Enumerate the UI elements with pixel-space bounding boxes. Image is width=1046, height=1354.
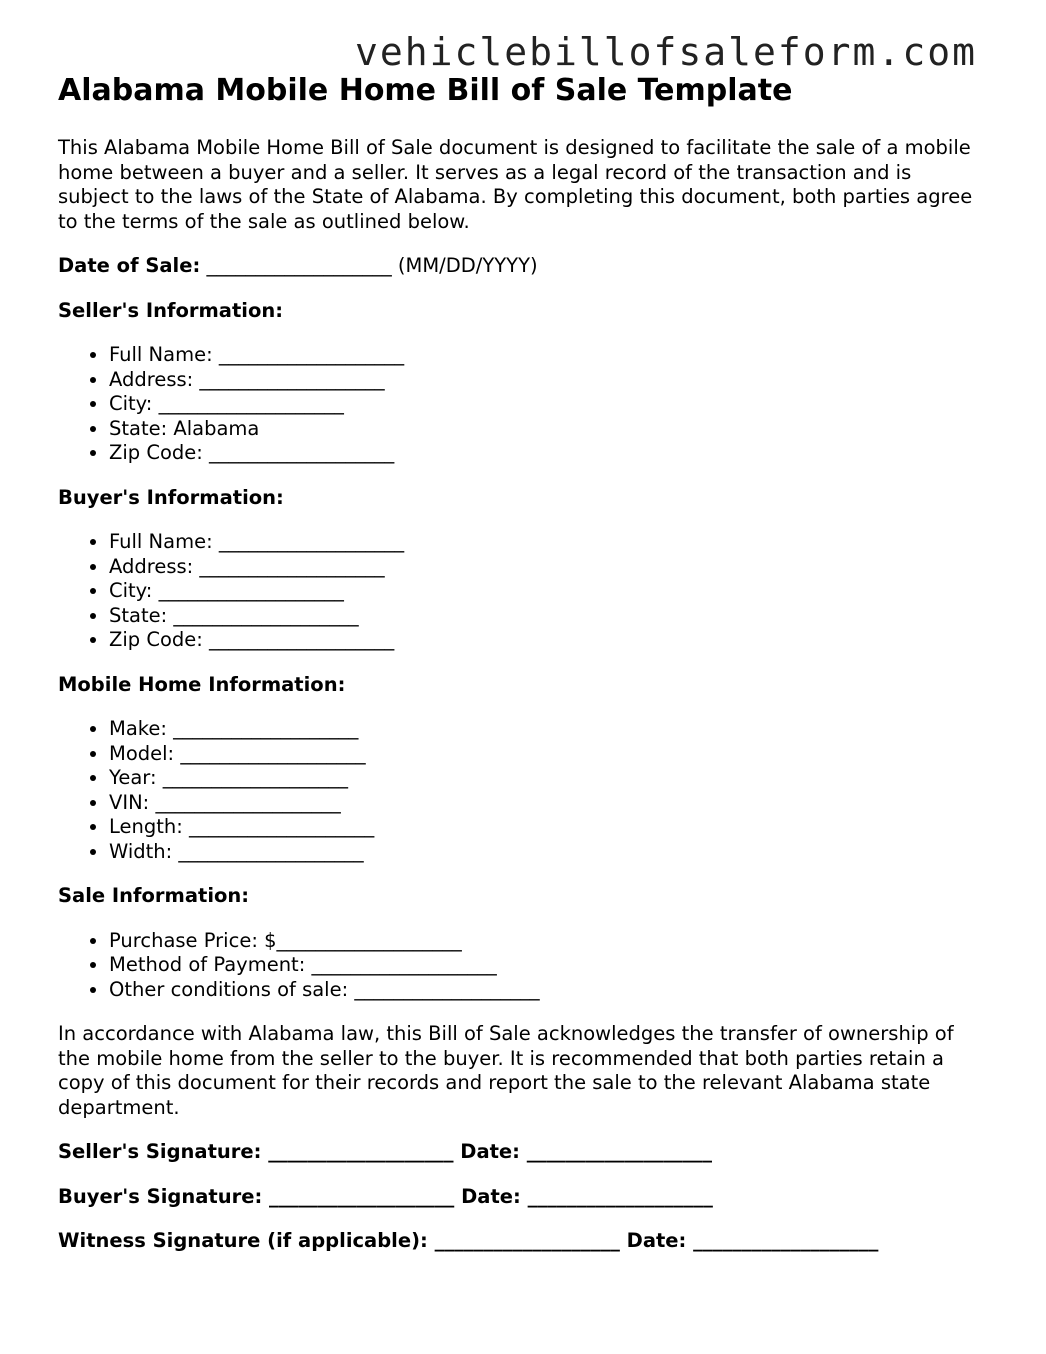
seller-state-field: • State: Alabama: [109, 417, 988, 442]
watermark-site-name: vehiclebillofsaleform.com: [355, 30, 977, 74]
witness-date-blank[interactable]: ___________________: [693, 1229, 879, 1252]
witness-date-label: Date:: [626, 1229, 687, 1252]
buyer-full-name-field[interactable]: • Full Name: ___________________: [109, 530, 988, 555]
buyer-date-label: Date:: [461, 1184, 521, 1208]
other-conditions-field[interactable]: • Other conditions of sale: ___________________: [109, 978, 988, 1003]
buyer-info-list: [58, 530, 988, 653]
seller-signature-blank[interactable]: ___________________: [268, 1140, 454, 1163]
length-field[interactable]: • Length: ___________________: [109, 815, 988, 840]
date-of-sale-label: Date of Sale:: [58, 254, 201, 277]
width-field[interactable]: • Width: ___________________: [109, 840, 988, 865]
buyer-date-blank[interactable]: ___________________: [527, 1184, 713, 1208]
seller-full-name-field[interactable]: • Full Name: ___________________: [109, 343, 988, 368]
buyer-signature-row: [58, 1185, 988, 1210]
mobile-home-info-list: [58, 717, 988, 864]
date-of-sale-row: [58, 254, 988, 279]
witness-signature-row: [58, 1229, 988, 1254]
date-of-sale-blank[interactable]: ___________________: [206, 254, 392, 277]
buyer-section-heading: Buyer's Information:: [58, 485, 284, 509]
seller-date-label: Date:: [460, 1140, 520, 1163]
vin-field[interactable]: • VIN: ___________________: [109, 791, 988, 816]
year-field[interactable]: • Year: ___________________: [109, 766, 988, 791]
seller-city-field[interactable]: • City: ___________________: [109, 392, 988, 417]
date-format-hint: (MM/DD/YYYY): [397, 254, 538, 277]
sale-section-heading: Sale Information:: [58, 884, 250, 907]
document-page: [58, 72, 988, 1274]
closing-paragraph: In accordance with Alabama law, this Bill of Sale acknowledges the transfer of ownership of the mobile home from the seller to the buyer. It is recommended that both parties retain a copy of this document for their records and report the sale to the relevant Alabama state department.: [58, 1022, 954, 1119]
mobile-home-section-heading: Mobile Home Information:: [58, 672, 346, 696]
buyer-city-field[interactable]: • City: ___________________: [109, 579, 988, 604]
make-field[interactable]: • Make: ___________________: [109, 717, 988, 742]
witness-signature-label: Witness Signature (if applicable):: [58, 1229, 428, 1252]
purchase-price-field[interactable]: • Purchase Price: $___________________: [109, 929, 988, 954]
model-field[interactable]: • Model: ___________________: [109, 742, 988, 767]
seller-zip-field[interactable]: • Zip Code: ___________________: [109, 441, 988, 466]
seller-info-list: [58, 343, 988, 466]
seller-address-field[interactable]: • Address: ___________________: [109, 368, 988, 393]
seller-signature-row: [58, 1140, 988, 1165]
buyer-signature-blank[interactable]: ___________________: [269, 1184, 455, 1208]
intro-paragraph: This Alabama Mobile Home Bill of Sale document is designed to facilitate the sale of a mobile home between a buyer and a seller. It serves as a legal record of the transaction and is subject to the laws of the State of Alabama. By completing this document, both parties agree to the terms of the sale as outlined below.: [58, 136, 973, 233]
buyer-zip-field[interactable]: • Zip Code: ___________________: [109, 628, 988, 653]
seller-section-heading: Seller's Information:: [58, 298, 284, 322]
seller-signature-label: Seller's Signature:: [58, 1140, 262, 1163]
page-title: Alabama Mobile Home Bill of Sale Template: [58, 73, 793, 108]
buyer-state-field[interactable]: • State: ___________________: [109, 604, 988, 629]
buyer-signature-label: Buyer's Signature:: [58, 1184, 263, 1208]
seller-date-blank[interactable]: ___________________: [526, 1140, 713, 1163]
buyer-address-field[interactable]: • Address: ___________________: [109, 555, 988, 580]
payment-method-field[interactable]: • Method of Payment: ___________________: [109, 953, 988, 978]
sale-info-list: [58, 929, 988, 1003]
witness-signature-blank[interactable]: ___________________: [434, 1229, 620, 1252]
